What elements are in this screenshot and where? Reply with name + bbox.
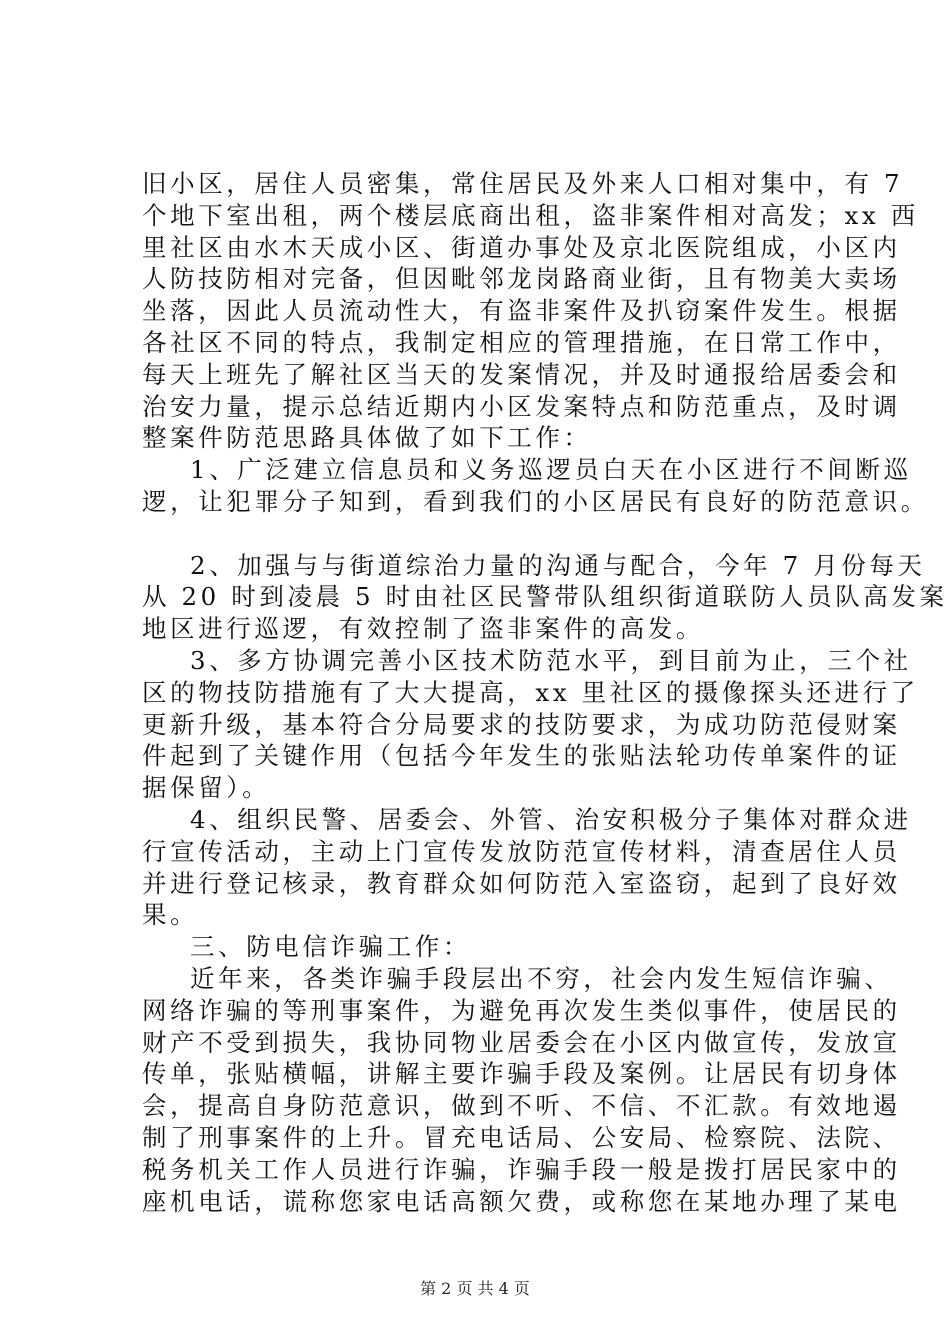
text-line: 行宣传活动，主动上门宣传发放防范宣传材料，清查居住人员 (142, 836, 901, 866)
paragraph-item-3: 3、多方协调完善小区技术防范水平，到目前为止，三个社 (190, 645, 912, 675)
paragraph-start: 近年来，各类诈骗手段层出不穷，社会内发生短信诈骗、 (190, 963, 893, 993)
text-line: 坐落，因此人员流动性大，有盗非案件及扒窃案件发生。根据 (142, 296, 901, 326)
text-line: 传单，张贴横幅，讲解主要诈骗手段及案例。让居民有切身体 (142, 1059, 901, 1089)
document-body (142, 168, 948, 1217)
text-line: 每天上班先了解社区当天的发案情况，并及时通报给居委会和 (142, 359, 901, 389)
text-line: 区的物技防措施有了大大提高，xx 里社区的摄像探头还进行了 (142, 677, 919, 707)
text-line: 件起到了关键作用（包括今年发生的张贴法轮功传单案件的证 (142, 741, 901, 771)
text-line: 里社区由水木天成小区、街道办事处及京北医院组成，小区内 (142, 232, 901, 262)
text-line: 旧小区，居住人员密集，常住居民及外来人口相对集中，有 7 (142, 169, 904, 198)
text-line: 并进行登记核录，教育群众如何防范入室盗窃，起到了良好效 (142, 868, 901, 898)
page-number-footer: 第 2 页 共 4 页 (420, 1279, 530, 1298)
text-line: 人防技防相对完备，但因毗邻龙岗路商业街，且有物美大卖场 (142, 264, 901, 294)
text-line: 制了刑事案件的上升。冒充电话局、公安局、检察院、法院、 (142, 1122, 901, 1152)
text-line: 逻，让犯罪分子知到，看到我们的小区居民有良好的防范意识。 (142, 486, 929, 516)
text-line: 据保留）。 (142, 773, 271, 803)
text-line: 财产不受到损失，我协同物业居委会在小区内做宣传，发放宣 (142, 1027, 901, 1057)
text-line: 会，提高自身防范意识，做到不听、不信、不汇款。有效地遏 (142, 1091, 901, 1121)
text-line: 整案件防范思路具体做了如下工作： (142, 423, 592, 453)
paragraph-item-1: 1、广泛建立信息员和义务巡逻员白天在小区进行不间断巡 (190, 455, 912, 485)
text-line: 个地下室出租，两个楼层底商出租，盗非案件相对高发；xx 西 (142, 200, 919, 230)
text-line: 更新升级，基本符合分局要求的技防要求，为成功防范侵财案 (142, 709, 901, 739)
paragraph-item-2: 2、加强与与街道综治力量的沟通与配合，今年 7 月份每天 (190, 550, 926, 580)
text-line: 果。 (142, 900, 199, 930)
text-line: 座机电话，谎称您家电话高额欠费，或称您在某地办理了某电 (142, 1186, 901, 1216)
text-line: 网络诈骗的等刑事案件，为避免再次发生类似事件，使居民的 (142, 995, 901, 1025)
paragraph-item-4: 4、组织民警、居委会、外管、治安积极分子集体对群众进 (190, 804, 912, 834)
text-line: 税务机关工作人员进行诈骗，诈骗手段一般是拨打居民家中的 (142, 1154, 901, 1184)
text-line: 各社区不同的特点，我制定相应的管理措施，在日常工作中， (142, 327, 901, 357)
text-line: 从 20 时到凌晨 5 时由社区民警带队组织街道联防人员队高发案 (142, 582, 948, 612)
section-heading: 三、防电信诈骗工作： (190, 932, 471, 962)
paragraph-gap (142, 518, 842, 550)
text-line: 治安力量，提示总结近期内小区发案特点和防范重点，及时调 (142, 391, 901, 421)
text-line: 地区进行巡逻，有效控制了盗非案件的高发。 (142, 614, 704, 644)
